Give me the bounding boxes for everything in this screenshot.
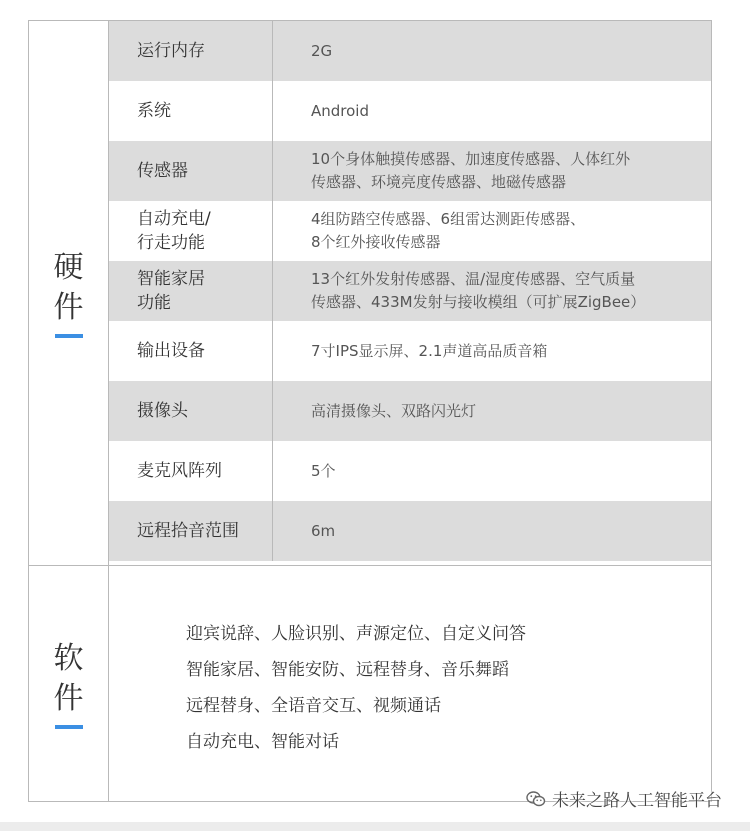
spec-value: 2G [311, 41, 333, 60]
table-row [109, 201, 711, 261]
spec-key: 输出设备 [109, 321, 273, 381]
hardware-label-char-2: 件 [53, 290, 84, 325]
hardware-spec-table [109, 21, 711, 561]
software-accent-bar [55, 725, 83, 729]
list-item: 智能家居、智能安防、远程替身、音乐舞蹈 [186, 660, 509, 680]
spec-key: 麦克风阵列 [109, 441, 273, 501]
table-row [109, 381, 711, 441]
spec-value: 13个红外发射传感器、温/湿度传感器、空气质量 传感器、433M发射与接收模组（可扩展ZigBee） [311, 270, 646, 311]
spec-table-frame [28, 20, 712, 802]
table-row [109, 141, 711, 201]
spec-key: 远程拾音范围 [109, 501, 273, 561]
spec-key: 运行内存 [109, 21, 273, 81]
software-feature-list [186, 616, 526, 760]
software-section [29, 566, 711, 801]
spec-key: 传感器 [109, 141, 273, 201]
table-row [109, 261, 711, 321]
software-label-char-1: 软 [53, 640, 84, 676]
hardware-label [29, 21, 109, 565]
software-label [29, 566, 109, 801]
spec-value: 高清摄像头、双路闪光灯 [311, 401, 477, 420]
spec-key: 系统 [109, 81, 273, 141]
list-item: 远程替身、全语音交互、视频通话 [186, 696, 441, 716]
list-item: 迎宾说辞、人脸识别、声源定位、自定义问答 [186, 624, 526, 644]
spec-key: 智能家居 功能 [109, 261, 273, 321]
table-row [109, 321, 711, 381]
bottom-divider [0, 822, 750, 831]
watermark-text: 未来之路人工智能平台 [552, 791, 722, 811]
software-label-char-2: 件 [53, 680, 84, 716]
hardware-label-char-1: 硬 [53, 250, 84, 285]
spec-value: 10个身体触摸传感器、加速度传感器、人体红外 传感器、环境亮度传感器、地磁传感器 [311, 150, 631, 191]
watermark [526, 786, 722, 811]
spec-value: Android [311, 101, 369, 120]
spec-key: 摄像头 [109, 381, 273, 441]
table-row [109, 21, 711, 81]
table-row [109, 81, 711, 141]
list-item: 自动充电、智能对话 [186, 732, 339, 752]
hardware-section [29, 21, 711, 566]
spec-value: 7寸IPS显示屏、2.1声道高品质音箱 [311, 341, 548, 360]
hardware-accent-bar [55, 334, 83, 338]
spec-value: 5个 [311, 461, 336, 480]
spec-value: 4组防踏空传感器、6组雷达测距传感器、 8个红外接收传感器 [311, 210, 586, 251]
spec-key: 自动充电/ 行走功能 [109, 201, 273, 261]
table-row [109, 501, 711, 561]
spec-value: 6m [311, 521, 336, 540]
table-row [109, 441, 711, 501]
wechat-icon [526, 791, 546, 807]
